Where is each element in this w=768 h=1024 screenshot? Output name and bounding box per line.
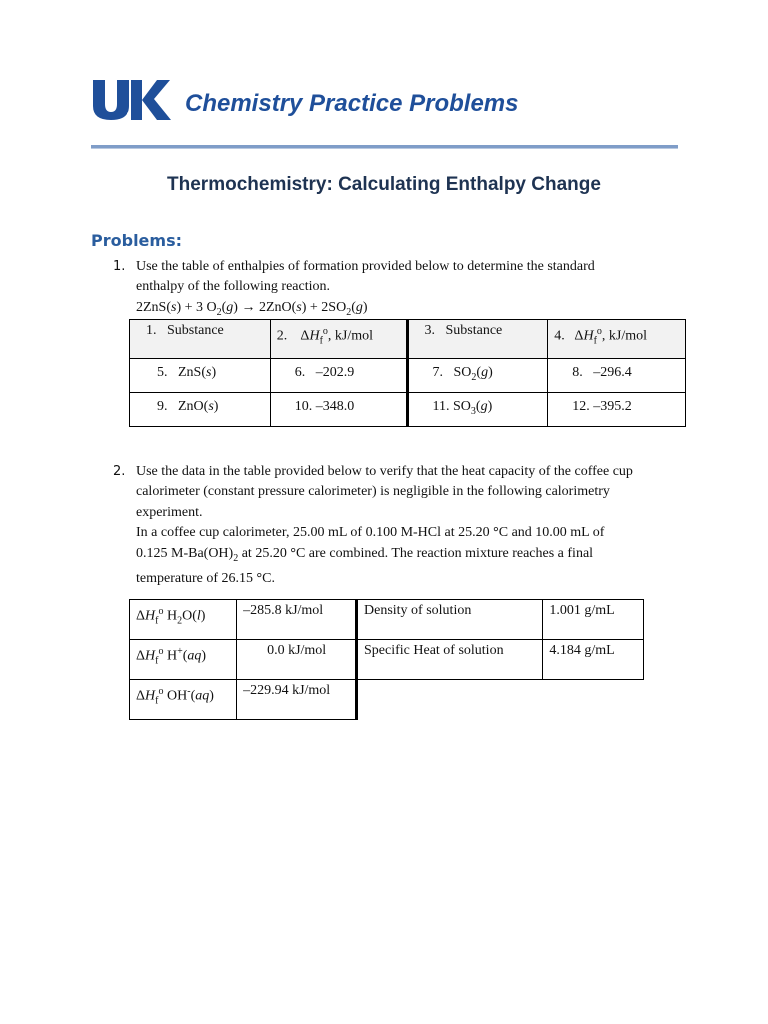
formation-enthalpy-table — [129, 599, 358, 720]
problem-2-line-6: temperature of 26.15 °C. — [136, 570, 275, 586]
table-cell: 1.001 g/mL — [543, 600, 644, 640]
table-row — [130, 640, 357, 680]
table-cell: 7. $SO_2(g)$ — [407, 359, 548, 393]
problem-2-line-4: In a coffee cup calorimeter, 25.00 mL of 0.100 M-HCl at 25.20 °C and 10.00 mL of — [136, 525, 605, 541]
table-row — [130, 393, 686, 427]
problem-1-line-1: Use the table of enthalpies of formation provided below to determine the standard — [136, 259, 595, 274]
problem-2-line-2: calorimeter (constant pressure calorimeter) is negligible in the following calorimetry — [136, 484, 610, 500]
table-row — [358, 640, 644, 680]
problem-2-line-5: 0.125 $M-Ba(OH)_2$ at 25.20 °C are combined. The reaction mixture reaches a final — [136, 545, 594, 564]
table-header-row — [130, 320, 686, 359]
table-cell: 12. –395.2 — [548, 393, 686, 427]
table-row — [358, 600, 644, 640]
table-cell: Specific Heat of solution — [358, 640, 543, 680]
table-cell: $\Delta H_f^o$ $H_2O(l)$ — [130, 600, 237, 640]
table-header-cell: 2. $\Delta H_f^o$, kJ/mol — [270, 320, 407, 359]
solution-properties-table — [357, 599, 644, 680]
problem-2-line-1: Use the data in the table provided below to verify that the heat capacity of the coffee cup — [136, 464, 633, 479]
table-cell: 5. ZnS(s) — [130, 359, 271, 393]
table-cell: $\Delta H_f^o$ OH-(aq) — [130, 680, 237, 720]
problem-1-reaction: 2ZnS(s) + 3 $O_2(g) \to 2ZnO(s) + 2SO_2(g)$ — [136, 299, 368, 318]
table-header-cell: 3. Substance — [407, 320, 548, 359]
header-divider — [91, 145, 678, 149]
table-cell: $\Delta H_f^o$ H+(aq) — [130, 640, 237, 680]
enthalpy-table — [129, 319, 686, 427]
table-cell: –229.94 kJ/mol — [237, 680, 357, 720]
section-heading: Problems: — [91, 231, 182, 250]
page-title: Thermochemistry: Calculating Enthalpy Change — [167, 174, 601, 195]
table-cell: –285.8 kJ/mol — [237, 600, 357, 640]
table-row — [130, 359, 686, 393]
table-cell: 9. ZnO(s) — [130, 393, 271, 427]
header-title: Chemistry Practice Problems — [185, 90, 519, 117]
table-header-cell: 1. Substance — [130, 320, 271, 359]
table-cell: 11. $SO_3(g)$ — [407, 393, 548, 427]
problem-2-number: 2. — [113, 464, 126, 479]
problem-1-text — [136, 257, 595, 323]
table-cell: 4.184 g/mL — [543, 640, 644, 680]
table-cell: 8. –296.4 — [548, 359, 686, 393]
problem-2-text — [136, 462, 633, 589]
uk-logo — [91, 78, 171, 122]
table-header-cell: 4. $\Delta H_f^o$, kJ/mol — [548, 320, 686, 359]
table-cell: Density of solution — [358, 600, 543, 640]
table-cell: 0.0 kJ/mol — [237, 640, 357, 680]
problem-1-number: 1. — [113, 259, 126, 274]
table-cell: 10. –348.0 — [270, 393, 407, 427]
table-row — [130, 600, 357, 640]
problem-1-line-2: enthalpy of the following reaction. — [136, 279, 330, 295]
problem-2-line-3: experiment. — [136, 504, 203, 520]
table-row — [130, 680, 357, 720]
table-cell: 6. –202.9 — [270, 359, 407, 393]
